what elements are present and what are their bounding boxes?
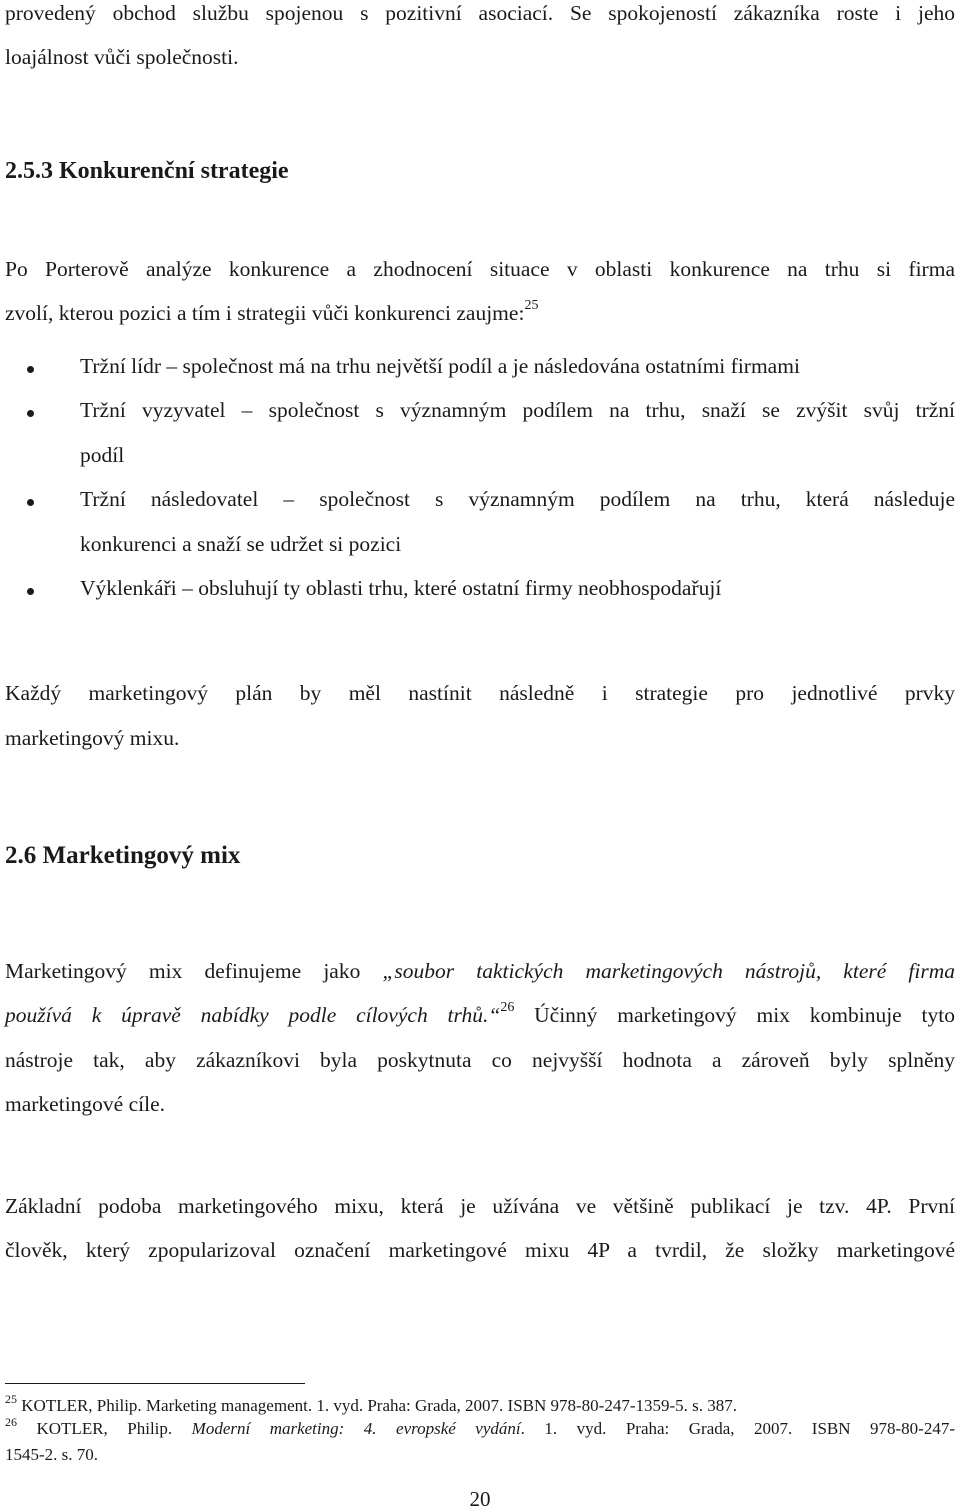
closing-line-1: Každý marketingový plán by měl nastínit následně i strategie pro jednotlivé prvky [5,681,955,705]
page-number: 20 [469,1487,491,1511]
top-paragraph-line-1: provedený obchod službu spojenou s pozitivní asociací. Se spokojeností zákazníka roste i jeho [5,1,955,25]
mix-paragraph2-line-2: člověk, který zpopularizoval označení marketingové mixu 4P a tvrdil, že složky marketingové [5,1238,955,1262]
top-paragraph-line-2: loajálnost vůči společnosti. [5,45,239,69]
section-heading-2-5-3: 2.5.3 Konkurenční strategie [5,158,289,184]
bullet-item-2-line-1: Tržní vyzyvatel – společnost s významným podílem na trhu, snaží se zvýšit svůj tržní [80,398,955,422]
bullet-item-4: Výklenkáři – obsluhují ty oblasti trhu, které ostatní firmy neobhospodařují [80,576,722,600]
footnote-26-line-1: $^{26}$ KOTLER, Philip. Moderní marketing: 4. evropské vydání. 1. vyd. Praha: Grada, 2007. ISBN 978-80-247- [5,1415,956,1438]
closing-line-2: marketingový mixu. [5,726,180,750]
bullet-item-1: Tržní lídr – společnost má na trhu největší podíl a je následována ostatními firmami [80,354,800,378]
section-heading-2-6: 2.6 Marketingový mix [5,842,241,869]
bullet-item-3-line-1: Tržní následovatel – společnost s významným podílem na trhu, která následuje [80,487,955,511]
bullet-icon [27,366,34,373]
bullet-icon [27,499,34,506]
bullet-item-2-line-2: podíl [80,443,125,467]
footnote-ref-26: 26 [500,1000,515,1015]
intro-line-2: zvolí, kterou pozici a tím i strategii vůči konkurenci zaujme:$^{25}$ [5,298,539,325]
intro-line-1: Po Porterově analýze konkurence a zhodnocení situace v oblasti konkurence na trhu si firma [5,257,955,281]
footnote-separator [5,1383,305,1384]
bullet-icon [27,410,34,417]
footnote-ref-25: 25 [524,298,539,313]
mix-paragraph-line-4: marketingové cíle. [5,1092,165,1116]
mix-paragraph-line-1: Marketingový mix definujeme jako „soubor taktických marketingových nástrojů, které firma [5,959,955,983]
mix-paragraph2-line-1: Základní podoba marketingového mixu, která je užívána ve většině publikací je tzv. 4P. První [5,1194,955,1218]
mix-paragraph-line-3: nástroje tak, aby zákazníkovi byla poskytnuta co nejvyšší hodnota a zároveň byly splněny [5,1048,955,1072]
bullet-icon [27,588,34,595]
footnote-25: $^{25}$ KOTLER, Philip. Marketing management. 1. vyd. Praha: Grada, 2007. ISBN 978-80-247-1359-5. s. 387. [5,1392,738,1415]
footnote-26-line-2: 1545-2. s. 70. [5,1445,99,1464]
mix-paragraph-line-2: používá k úpravě nabídky podle cílových trhů.“$^{26}$ Účinný marketingový mix kombinuje tyto [5,1000,955,1027]
bullet-item-3-line-2: konkurenci a snaží se udržet si pozici [80,532,402,556]
